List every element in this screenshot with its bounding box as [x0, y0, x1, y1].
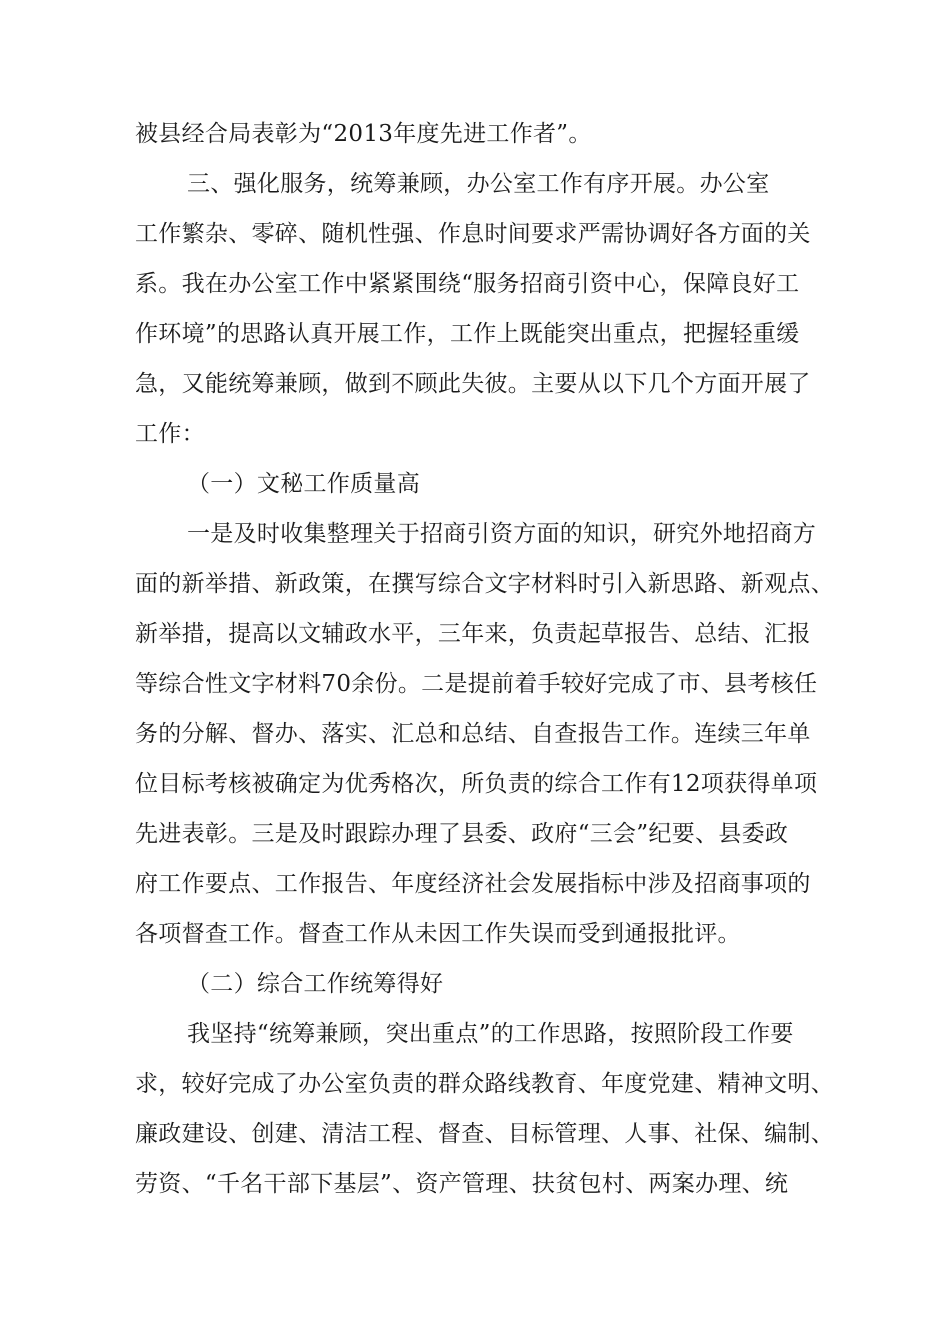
text-line: 急，又能统筹兼顾，做到不顾此失彼。主要从以下几个方面开展了 — [135, 371, 811, 397]
subsection-heading-one: （一）文秘工作质量高 — [187, 471, 420, 497]
text-line: 工作繁杂、零碎、随机性强、作息时间要求严需协调好各方面的关 — [135, 221, 811, 247]
text-line: 各项督查工作。督查工作从未因工作失误而受到通报批评。 — [135, 921, 741, 947]
text-line: 被县经合局表彰为“2013年度先进工作者”。 — [135, 121, 592, 147]
text-line: 位目标考核被确定为优秀格次，所负责的综合工作有12项获得单项 — [135, 771, 818, 797]
text-line: 廉政建设、创建、清洁工程、督查、目标管理、人事、社保、编制、 — [135, 1121, 834, 1147]
subsection-heading-two: （二）综合工作统筹得好 — [187, 971, 444, 997]
text-line: 新举措，提高以文辅政水平，三年来，负责起草报告、总结、汇报 — [135, 621, 811, 647]
text-line: 工作： — [135, 421, 205, 447]
text-line: 作环境”的思路认真开展工作，工作上既能突出重点，把握轻重缓 — [135, 321, 800, 347]
paragraph-start: 一是及时收集整理关于招商引资方面的知识，研究外地招商方 — [187, 521, 817, 547]
text-line: 等综合性文字材料70余份。二是提前着手较好完成了市、县考核任 — [135, 671, 818, 697]
text-line: 劳资、“千名干部下基层”、资产管理、扶贫包村、两案办理、统 — [135, 1171, 789, 1197]
section-heading-three: 三、强化服务，统筹兼顾，办公室工作有序开展。办公室 — [187, 171, 770, 197]
text-line: 务的分解、督办、落实、汇总和总结、自查报告工作。连续三年单 — [135, 721, 811, 747]
text-line: 先进表彰。三是及时跟踪办理了县委、政府“三会”纪要、县委政 — [135, 821, 789, 847]
text-line: 求，较好完成了办公室负责的群众路线教育、年度党建、精神文明、 — [135, 1071, 834, 1097]
text-line: 系。我在办公室工作中紧紧围绕“服务招商引资中心，保障良好工 — [135, 271, 800, 297]
text-line: 面的新举措、新政策，在撰写综合文字材料时引入新思路、新观点、 — [135, 571, 834, 597]
paragraph-start: 我坚持“统筹兼顾，突出重点”的工作思路，按照阶段工作要 — [187, 1021, 794, 1047]
text-line: 府工作要点、工作报告、年度经济社会发展指标中涉及招商事项的 — [135, 871, 811, 897]
